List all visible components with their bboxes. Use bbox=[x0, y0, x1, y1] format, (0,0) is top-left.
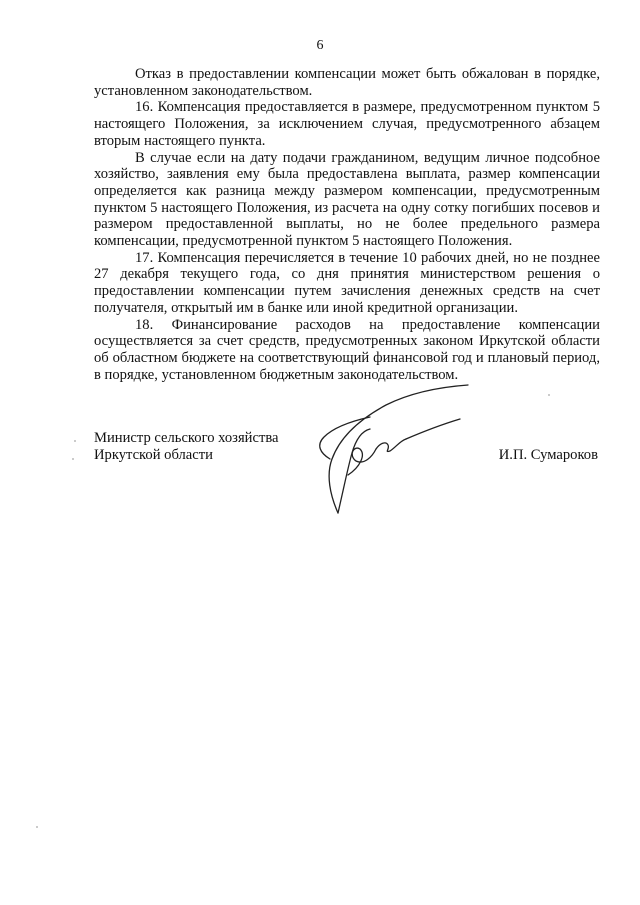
paragraph-17: 17. Компенсация перечисляется в течение 10 рабочих дней, но не позднее 27 декабря текущего года, со дня принятия министерством решения о предоставлении компенсации путем зачисления денежных средств на счет получателя, открытый им в банке или иной кредитной организации. bbox=[94, 249, 600, 316]
paragraph-18: 18. Финансирование расходов на предоставление компенсации осуществляется за счет средств, предусмотренных законом Иркутской области об областном бюджете на соответствующий финансовой год и плановый период, в порядке, установленном бюджетным законодательством. bbox=[94, 316, 600, 383]
paragraph-16: 16. Компенсация предоставляется в размере, предусмотренном пунктом 5 настоящего Положения, за исключением случая, предусмотренного абзацем вторым настоящего пункта. bbox=[94, 99, 600, 149]
signatory-title bbox=[94, 430, 279, 464]
scan-speck bbox=[72, 458, 74, 460]
scan-speck bbox=[548, 394, 550, 396]
scan-speck bbox=[36, 826, 38, 828]
paragraph-16-second: В случае если на дату подачи гражданином, ведущим личное подсобное хозяйство, заявления ему была предоставлена выплата, размер компенсации определяется как разница между размером компенсации, предусмотренным пунктом 5 настоящего Положения, из расчета на одну сотку погибших посевов и размером предоставленной выплаты, но не более предельного размера компенсации, предусмотренной пунктом 5 настоящего Положения. bbox=[94, 149, 600, 250]
document-body bbox=[94, 66, 600, 383]
paragraph-appeal: Отказ в предоставлении компенсации может быть обжалован в порядке, установленном законодательством. bbox=[94, 66, 600, 99]
signatory-title-line1: Министр сельского хозяйства bbox=[94, 430, 279, 446]
scan-speck bbox=[74, 440, 76, 442]
signature-block bbox=[94, 430, 600, 490]
signatory-name: И.П. Сумароков bbox=[498, 447, 598, 463]
page-number: 6 bbox=[316, 38, 324, 53]
signatory-title-line2: Иркутской области bbox=[94, 447, 213, 463]
